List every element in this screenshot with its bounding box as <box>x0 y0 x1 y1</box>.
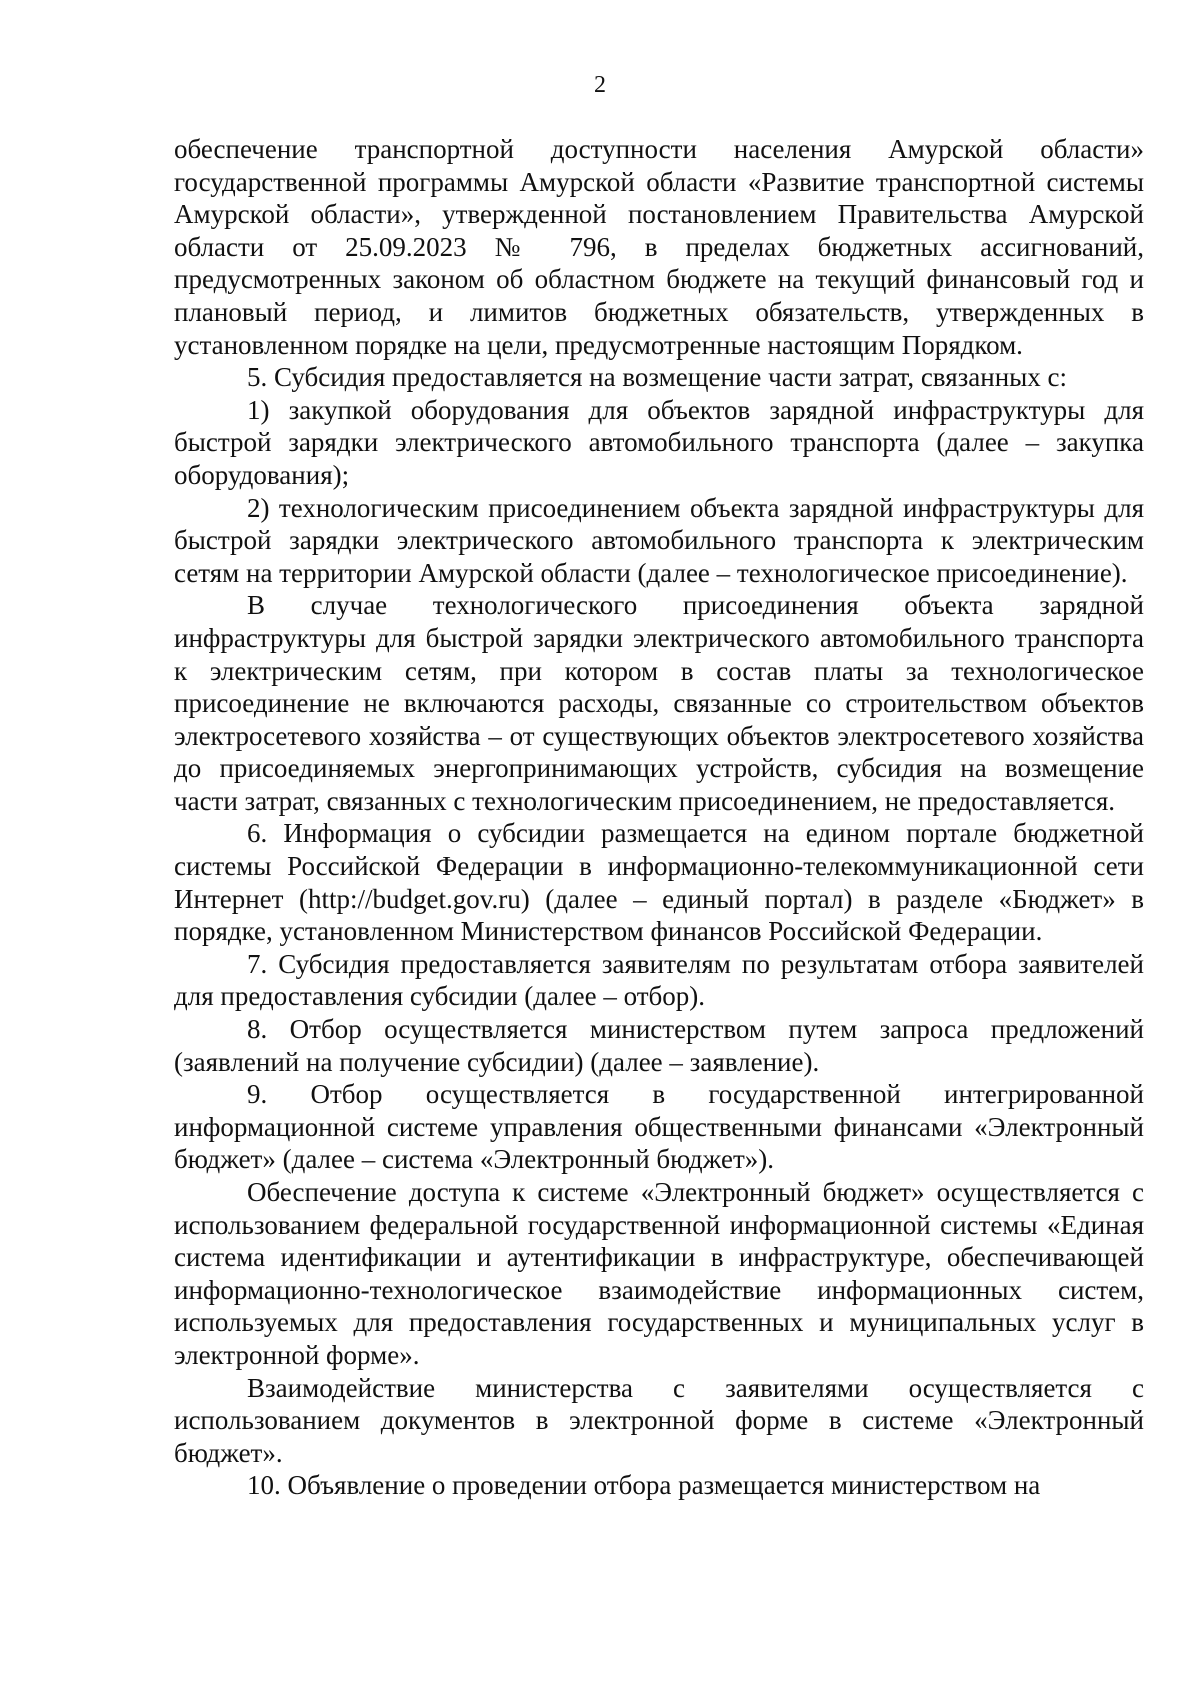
paragraph-subitem-1: 1) закупкой оборудования для объектов зарядной инфраструктуры для быстрой зарядки электрического автомобильного транспорта (далее – закупка оборудования); <box>174 394 1144 490</box>
paragraph-item-6: 6. Информация о субсидии размещается на едином портале бюджетной системы Российской Федерации в информационно-телекоммуникационной сети Интернет (http://budget.gov.ru) (далее – единый портал) в разделе «Бюджет» в порядке, установленном Министерством финансов Российской Федерации. <box>174 818 1144 947</box>
paragraph-access: Обеспечение доступа к системе «Электронный бюджет» осуществляется с использованием федеральной государственной информационной системы «Единая система идентификации и аутентификации в инфраструктуре, обеспечивающей информационно-технологическое взаимодействие информационных систем, используемых для предоставления государственных и муниципальных услуг в электронной форме». <box>174 1177 1144 1370</box>
paragraph-item-5: 5. Субсидия предоставляется на возмещение части затрат, связанных с: <box>247 362 1068 393</box>
paragraph-item-7: 7. Субсидия предоставляется заявителям по результатам отбора заявителей для предоставления субсидии (далее – отбор). <box>174 948 1144 1012</box>
paragraph-continuation: обеспечение транспортной доступности населения Амурской области» государственной программы Амурской области «Развитие транспортной системы Амурской области», утвержденной постановлением Правительства Амурской области от 25.09.2023 № 796, в пределах бюджетных ассигнований, предусмотренных законом об областном бюджете на текущий финансовый год и плановый период, и лимитов бюджетных обязательств, утвержденных в установленном порядке на цели, предусмотренные настоящим Порядком. <box>174 134 1144 360</box>
paragraph-item-10: 10. Объявление о проведении отбора размещается министерством на <box>247 1470 1041 1501</box>
paragraph-subitem-2: 2) технологическим присоединением объекта зарядной инфраструктуры для быстрой зарядки электрического автомобильного транспорта к электрическим сетям на территории Амурской области (далее – технологическое присоединение). <box>174 492 1144 588</box>
page-number: 2 <box>594 72 606 98</box>
paragraph-item-8: 8. Отбор осуществляется министерством путем запроса предложений (заявлений на получение субсидии) (далее – заявление). <box>174 1014 1144 1077</box>
paragraph-interaction: Взаимодействие министерства с заявителями осуществляется с использованием документов в электронной форме в системе «Электронный бюджет». <box>174 1372 1144 1468</box>
document-body <box>174 133 1144 1502</box>
paragraph-item-9: 9. Отбор осуществляется в государственной интегрированной информационной системе управления общественными финансами «Электронный бюджет» (далее – система «Электронный бюджет»). <box>174 1079 1144 1175</box>
paragraph-tech-connection: В случае технологического присоединения объекта зарядной инфраструктуры для быстрой зарядки электрического автомобильного транспорта к электрическим сетям, при котором в состав платы за технологическое присоединение не включаются расходы, связанные со строительством объектов электросетевого хозяйства – от существующих объектов электросетевого хозяйства до присоединяемых энергопринимающих устройств, субсидия на возмещение части затрат, связанных с технологическим присоединением, не предоставляется. <box>174 590 1144 816</box>
